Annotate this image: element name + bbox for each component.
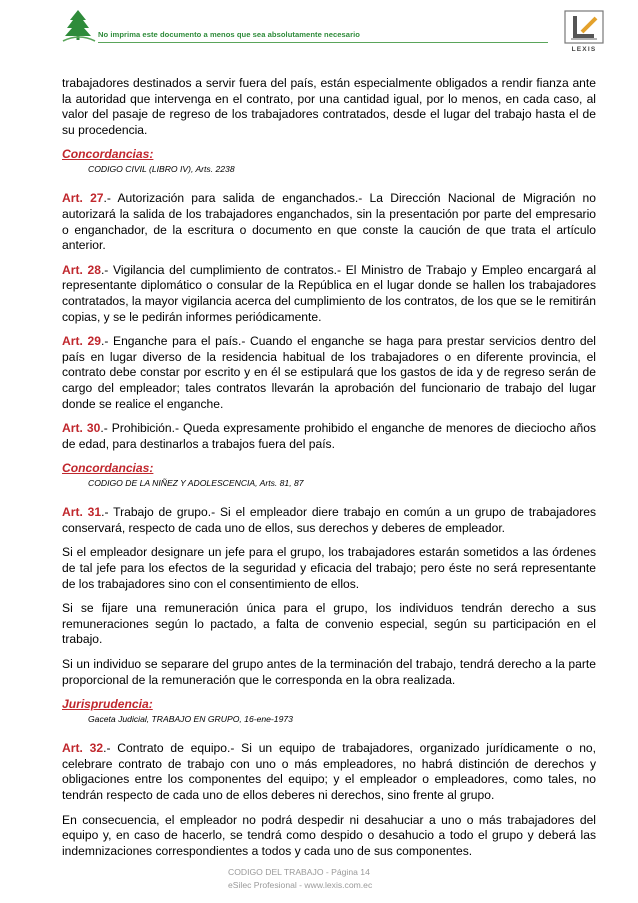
article-number: Art. 31 — [62, 505, 102, 520]
footer-site: eSilec Profesional - www.lexis.com.ec — [228, 879, 373, 890]
paragraph-text: Si se fijare una remuneración única para el grupo, los individuos tendrán derecho a sus remuneraciones según lo pactado, a falta de convenio especial, según su participación en el trabajo. — [62, 601, 596, 647]
paragraph-text: trabajadores destinados a servir fuera del país, están especialmente obligados a rendir fianza ante la autoridad que intervenga en el contrato, por una cantidad igual, por lo menos, en cada caso, al valor del pasaje de regreso de los trabajadores contratados, desde el lugar del trabajo hasta el de su procedencia. — [62, 76, 596, 137]
document-body — [62, 76, 596, 868]
paragraph — [62, 545, 596, 592]
article-paragraph — [62, 741, 596, 803]
paragraph-text: .- Prohibición.- Queda expresamente prohibido el enganche de menores de dieciocho años de edad, para destinarlos a trabajos fuera del país. — [62, 421, 597, 451]
concordance-reference: Gaceta Judicial, TRABAJO EN GRUPO, 16-ene-1973 — [88, 714, 293, 725]
article-number: Art. 27 — [62, 191, 104, 206]
article-paragraph — [62, 505, 596, 536]
paragraph-text: En consecuencia, el empleador no podrá despedir ni desahuciar a uno o más trabajadores del equipo y, en caso de hacerlo, se tendrá como despido o desahucio a todo el grupo y deberá las indemnizaciones correspondientes a todos y cada uno de sus componentes. — [62, 812, 596, 858]
article-paragraph — [62, 263, 596, 325]
paragraph-text: Si un individuo se separare del grupo antes de la terminación del trabajo, tendrá derecho a la parte proporcional de la remuneración que le corresponda en la obra realizada. — [62, 657, 596, 687]
concordance-reference: CODIGO CIVIL (LIBRO IV), Arts. 2238 — [88, 164, 235, 175]
concordance-heading: Concordancias: — [62, 461, 154, 476]
paragraph-text: Si el empleador designare un jefe para el grupo, los trabajadores estarán sometidos a las órdenes de tal jefe para los efectos de la seguridad y eficacia del trabajo; pero éste no será representante de los trabajadores sino con el consentimiento de ellos. — [62, 545, 596, 591]
paragraph-text: .- Enganche para el país.- Cuando el enganche se haga para prestar servicios dentro del país en lugar diverso de la residencia habitual de los trabajadores o en diferente provincia, el contrato debe constar por escrito y en él se estipulará que los gastos de ida y de regreso serán de cargo del empleador; tales contratos llevarán la aprobación del funcionario de trabajo del lugar donde se realice el enganche. — [62, 334, 596, 411]
article-number: Art. 29 — [62, 334, 101, 349]
paragraph — [62, 657, 596, 688]
concordance-heading: Concordancias: — [62, 147, 154, 162]
article-paragraph — [62, 421, 596, 452]
tree-icon — [62, 8, 96, 42]
header-banner: No imprima este documento a menos que sea absolutamente necesario — [98, 30, 360, 39]
page-footer — [228, 866, 448, 891]
article-paragraph — [62, 191, 596, 253]
concordance-reference: CODIGO DE LA NIÑEZ Y ADOLESCENCIA, Arts. 81, 87 — [88, 478, 304, 489]
article-paragraph — [62, 334, 596, 412]
lexis-brand: LEXIS — [571, 46, 597, 53]
paragraph-text: .- Vigilancia del cumplimiento de contratos.- El Ministro de Trabajo y Empleo encargará al representante diplomático o consular de la República en el lugar donde se hallen los trabajadores contratados, la mayor vigilancia acerca del cumplimiento de los contratos, de los que se le remitirán copias, y se le pedirán informes periódicamente. — [62, 262, 597, 324]
paragraph — [62, 76, 596, 138]
page-header — [0, 0, 638, 60]
concordance-heading: Jurisprudencia: — [62, 697, 153, 712]
article-number: Art. 30 — [62, 421, 101, 436]
paragraph — [62, 813, 596, 860]
article-number: Art. 32 — [62, 741, 104, 756]
article-number: Art. 28 — [62, 262, 101, 277]
paragraph — [62, 601, 596, 648]
paragraph-text: .- Autorización para salida de enganchados.- La Dirección Nacional de Migración no autorizará la salida de los trabajadores enganchados, sin la presentación por parte del empresario o enganchador, de la escritura o documento en que conste la caución de que trata el artículo anterior. — [62, 191, 597, 253]
paragraph-text: .- Contrato de equipo.- Si un equipo de trabajadores, organizado jurídicamente o no, celebrare contrato de trabajo con uno o más empleadores, no habrá distinción de derechos y obligaciones entre los componentes del equipo; y el empleador o empleadores, como tales, no tendrán respecto de cada uno de ellos deberes ni derechos, sino frente al grupo. — [62, 741, 597, 802]
header-divider — [98, 42, 548, 43]
paragraph-text: .- Trabajo de grupo.- Si el empleador diere trabajo en común a un grupo de trabajadores conservará, respecto de cada uno de ellos, sus derechos y deberes de empleador. — [62, 505, 596, 535]
footer-title: CODIGO DEL TRABAJO - Página 14 — [228, 867, 370, 877]
